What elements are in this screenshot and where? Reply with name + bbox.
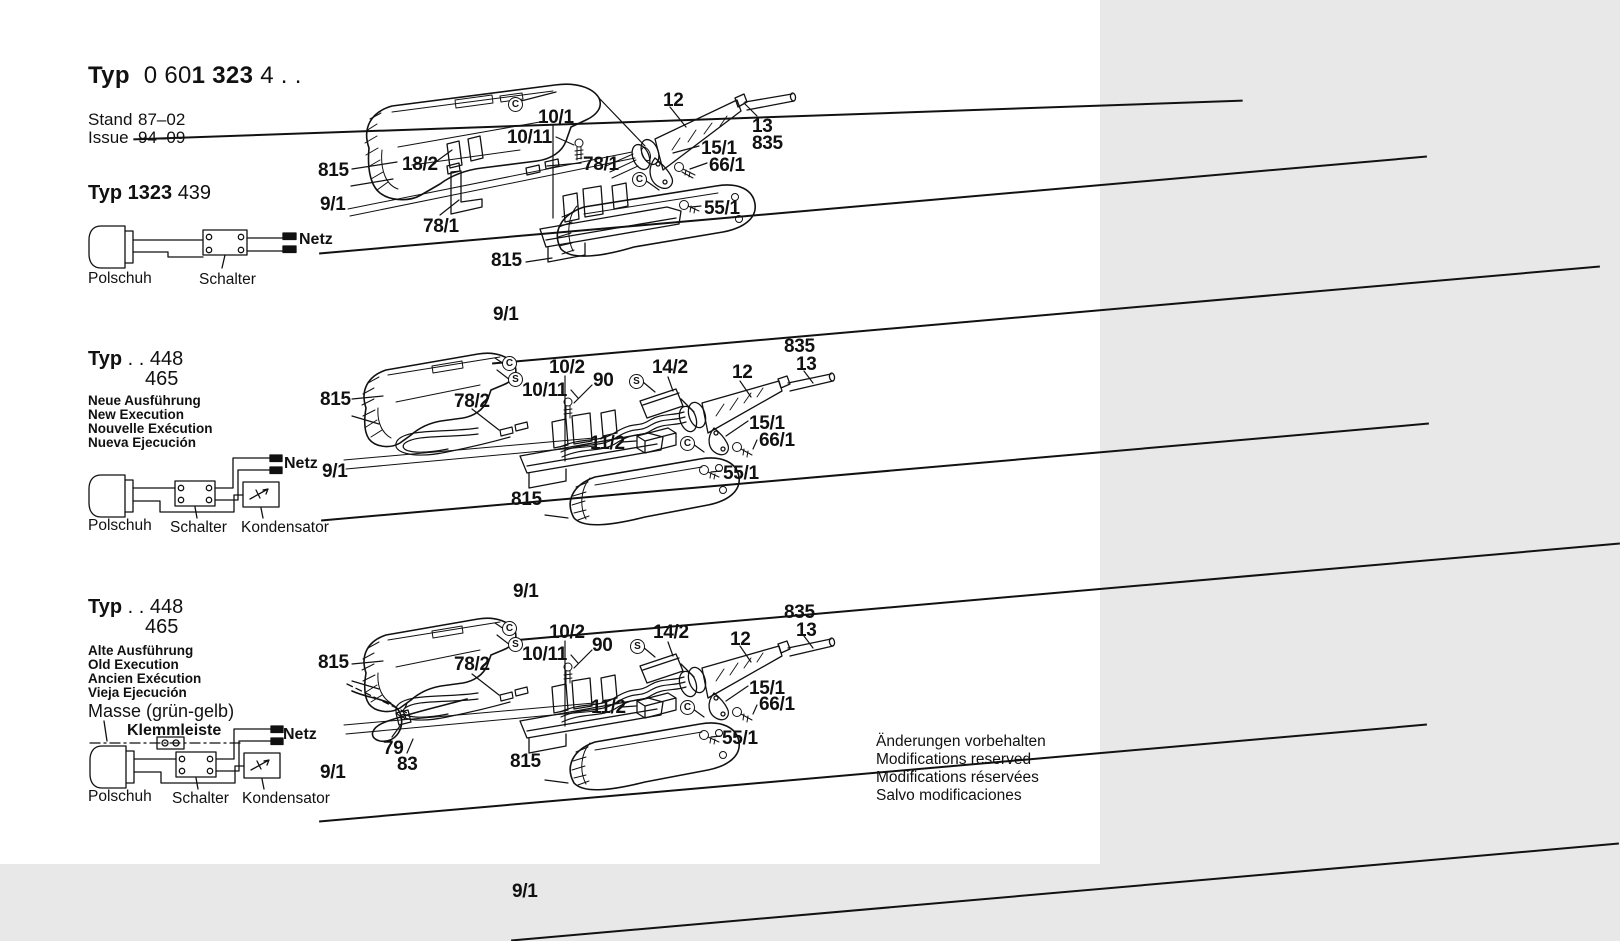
execution-note: Neue Ausführung <box>88 393 201 408</box>
part-label: 66/1 <box>709 155 745 176</box>
part-label: 66/1 <box>759 694 795 715</box>
netz-label: Netz <box>283 726 317 743</box>
part-label: 835 <box>752 133 783 154</box>
capacitor-glyph <box>250 489 268 499</box>
section-2-typ: Typ . . 448 <box>88 348 184 370</box>
part-label: 78/2 <box>454 391 490 412</box>
execution-note: Old Execution <box>88 657 179 672</box>
part-label: 90 <box>592 635 613 656</box>
execution-note: Nouvelle Exécution <box>88 421 213 436</box>
part-label: 835 <box>784 336 815 357</box>
part-label: 78/2 <box>454 654 490 675</box>
part-label: 55/1 <box>722 728 758 749</box>
execution-note: Alte Ausführung <box>88 643 194 658</box>
part-label: 14/2 <box>653 622 689 643</box>
part-label: 815 <box>318 160 349 181</box>
part-label: 18/2 <box>402 154 438 175</box>
wiring-schematic-2 <box>89 455 282 518</box>
polschuh-label: Polschuh <box>88 270 152 287</box>
part-label: 11/2 <box>591 697 626 718</box>
part-label: 78/1 <box>583 154 619 175</box>
part-label: 12 <box>732 362 753 383</box>
capacitor-symbol-box <box>243 482 279 507</box>
footer-note: Salvo modificaciones <box>876 787 1022 804</box>
part-label: 815 <box>511 489 542 510</box>
section-3-typ: Typ . . 448 <box>88 596 184 618</box>
circled-letter-marker: S <box>508 372 523 387</box>
mains-bar <box>283 233 296 240</box>
part-label: 12 <box>663 90 684 111</box>
suppressor-box-14-2 <box>640 389 694 418</box>
cable-clamp-15-1 <box>709 428 728 455</box>
motor-housing <box>367 84 601 199</box>
part-label: 9/1 <box>512 882 1612 901</box>
netz-label: Netz <box>284 455 318 472</box>
box-11-2 <box>637 428 676 453</box>
mains-bar <box>283 246 296 253</box>
part-label: 13 <box>752 116 773 137</box>
sheet-title: Typ 0 601 323 4 . . <box>88 62 302 89</box>
label-leader <box>104 721 107 741</box>
footer-note: Modifications réservées <box>876 769 1039 786</box>
wire <box>133 252 203 257</box>
part-label: 10/1 <box>538 107 574 128</box>
part-label: 78/1 <box>423 216 459 237</box>
masse-label: Masse (grün-gelb) <box>88 701 235 721</box>
stand-label: Stand <box>88 110 133 129</box>
part-label: 9/1 <box>320 195 1420 214</box>
part-label: 66/1 <box>759 430 795 451</box>
part-label: 10/2 <box>549 622 585 643</box>
part-label: 10/11 <box>522 644 567 665</box>
section-1-typ: Typ 1323 439 <box>88 182 212 204</box>
label-leader <box>222 255 225 268</box>
motor-housing <box>364 353 516 446</box>
issue-label: Issue <box>88 128 129 147</box>
part-label: 55/1 <box>704 198 740 219</box>
typ-label: Typ <box>88 62 130 89</box>
part-label: 815 <box>318 652 349 673</box>
circled-letter-marker: S <box>630 639 645 654</box>
kondensator-label: Kondensator <box>241 519 329 536</box>
pole-shoe-symbol <box>89 226 133 268</box>
screw-66-1 <box>733 443 753 458</box>
part-label: 10/11 <box>507 127 552 148</box>
circled-letter-marker: C <box>508 97 523 112</box>
part-label: 815 <box>491 250 522 271</box>
pole-shoe-symbol <box>89 475 133 517</box>
circled-letter-marker: C <box>680 436 695 451</box>
circled-letter-marker: C <box>502 356 517 371</box>
part-label: 11/2 <box>590 433 625 454</box>
section-2-typ-2: 465 <box>145 368 179 390</box>
part-label: 835 <box>784 602 815 623</box>
polschuh-label: Polschuh <box>88 788 152 805</box>
netz-label: Netz <box>299 231 333 248</box>
circled-letter-marker: C <box>632 172 647 187</box>
part-label: 83 <box>397 754 418 775</box>
schalter-label: Schalter <box>170 519 227 536</box>
mains-bar <box>270 455 282 462</box>
part-label: 9/1 <box>322 462 1422 481</box>
part-label: 14/2 <box>652 357 688 378</box>
part-label: 9/1 <box>320 763 1420 782</box>
execution-note: Ancien Exécution <box>88 671 202 686</box>
schalter-label: Schalter <box>199 271 256 288</box>
part-label: 815 <box>320 389 351 410</box>
polschuh-label: Polschuh <box>88 517 152 534</box>
part-label: 15/1 <box>749 678 785 699</box>
execution-note: Vieja Ejecución <box>88 685 187 700</box>
part-label: 10/11 <box>522 380 567 401</box>
part-label: 90 <box>593 370 614 391</box>
wiring-schematic-1 <box>89 226 296 268</box>
stand-value: 87–02 <box>138 111 1238 128</box>
part-label: 15/1 <box>701 138 737 159</box>
circled-letter-marker: S <box>629 374 644 389</box>
part-label: 15/1 <box>749 413 785 434</box>
part-label: 9/1 <box>513 582 1613 601</box>
part-label: 815 <box>510 751 541 772</box>
part-label: 10/2 <box>549 357 585 378</box>
execution-note: Nueva Ejecución <box>88 435 197 450</box>
screw-10-11 <box>575 139 583 160</box>
klemmleiste-label: Klemmleiste <box>127 722 222 739</box>
wire <box>133 495 243 512</box>
schalter-label: Schalter <box>172 790 229 807</box>
part-label: 13 <box>796 620 817 641</box>
issue-value: 94–09 <box>138 128 186 147</box>
section-3-typ-2: 465 <box>145 616 179 638</box>
screw-66-1 <box>675 163 696 179</box>
mains-bar <box>270 467 282 474</box>
footer-note: Modifications reserved <box>876 751 1032 768</box>
kondensator-label: Kondensator <box>242 790 330 807</box>
carbon-brush <box>468 136 483 161</box>
circled-letter-marker: S <box>508 637 523 652</box>
part-label: 9/1 <box>493 305 1593 324</box>
execution-note: New Execution <box>88 407 185 422</box>
footer-note: Änderungen vorbehalten <box>876 733 1046 750</box>
circled-letter-marker: C <box>502 621 517 636</box>
part-label: 55/1 <box>723 463 759 484</box>
circled-letter-marker: C <box>680 700 695 715</box>
part-label: 13 <box>796 354 817 375</box>
part-label: 12 <box>730 629 751 650</box>
part-label: 79 <box>383 738 404 759</box>
